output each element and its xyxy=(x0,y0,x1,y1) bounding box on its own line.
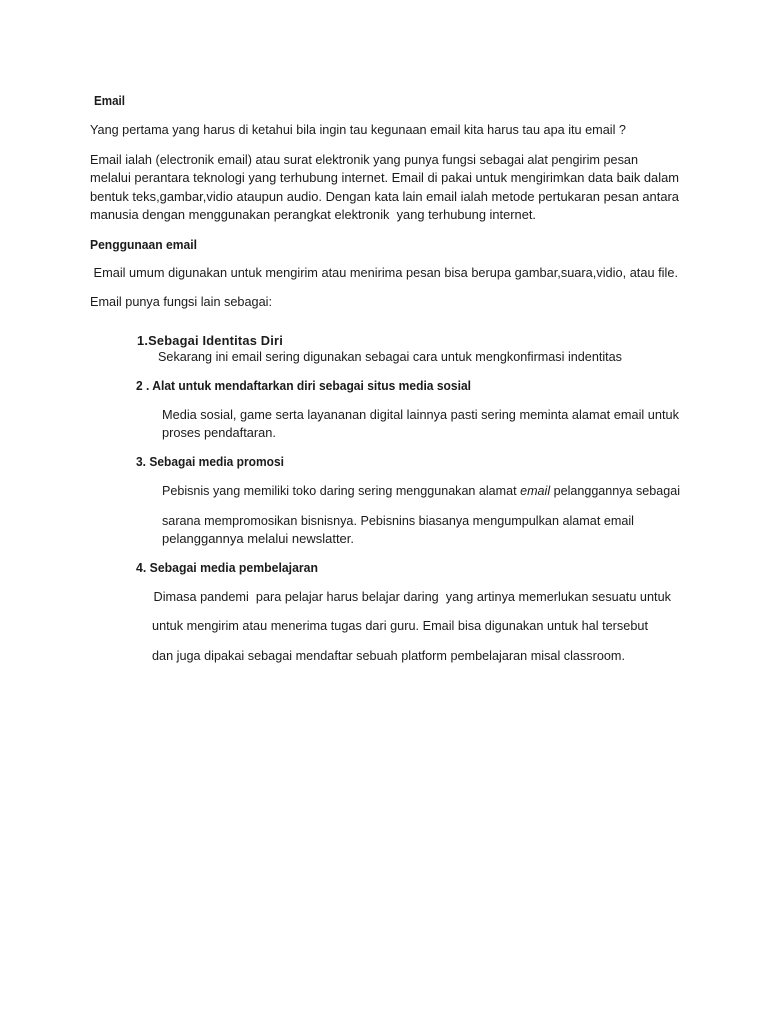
functions-intro: Email punya fungsi lain sebagai: xyxy=(90,294,272,309)
function-text-italic: email xyxy=(520,483,551,498)
usage-heading: Penggunaan email xyxy=(90,237,197,252)
function-title: 2 . Alat untuk mendaftarkan diri sebagai situs media sosial xyxy=(136,378,471,393)
definition-line: Email ialah (electronik email) atau surat elektronik yang punya fungsi sebagai alat pengirim pesan xyxy=(90,152,638,167)
intro-question: Yang pertama yang harus di ketahui bila ingin tau kegunaan email kita harus tau apa itu email ? xyxy=(90,122,626,137)
function-text: untuk mengirim atau menerima tugas dari guru. Email bisa digunakan untuk hal tersebut xyxy=(152,618,648,633)
function-text: sarana mempromosikan bisnisnya. Pebisnins biasanya mengumpulkan alamat email xyxy=(162,513,634,528)
function-text: Sekarang ini email sering digunakan sebagai cara untuk mengkonfirmasi indentitas xyxy=(158,349,622,364)
function-text xyxy=(162,483,680,499)
function-text: dan juga dipakai sebagai mendaftar sebuah platform pembelajaran misal classroom. xyxy=(152,648,625,663)
definition-line: manusia dengan menggunakan perangkat elektronik yang terhubung internet. xyxy=(90,207,536,222)
function-text: pelanggannya melalui newslatter. xyxy=(162,531,354,546)
function-text-part: pelanggannya sebagai xyxy=(550,483,680,498)
doc-heading: Email xyxy=(94,93,125,108)
function-title: 3. Sebagai media promosi xyxy=(136,454,284,469)
usage-text: Email umum digunakan untuk mengirim atau menirima pesan bisa berupa gambar,suara,vidio, atau file. xyxy=(90,265,678,280)
function-title: 4. Sebagai media pembelajaran xyxy=(136,560,318,575)
function-text: Dimasa pandemi para pelajar harus belajar daring yang artinya memerlukan sesuatu untuk xyxy=(150,589,671,604)
definition-line: bentuk teks,gambar,vidio ataupun audio. Dengan kata lain email ialah metode pertukaran pesan antara xyxy=(90,189,679,204)
function-text: proses pendaftaran. xyxy=(162,425,276,440)
function-title: 1.Sebagai Identitas Diri xyxy=(137,334,283,348)
function-text: Media sosial, game serta layananan digital lainnya pasti sering meminta alamat email untuk xyxy=(162,407,679,422)
definition-line: melalui perantara teknologi yang terhubung internet. Email di pakai untuk mengirimkan data baik dalam xyxy=(90,170,679,185)
function-text-part: Pebisnis yang memiliki toko daring sering menggunakan alamat xyxy=(162,483,521,498)
